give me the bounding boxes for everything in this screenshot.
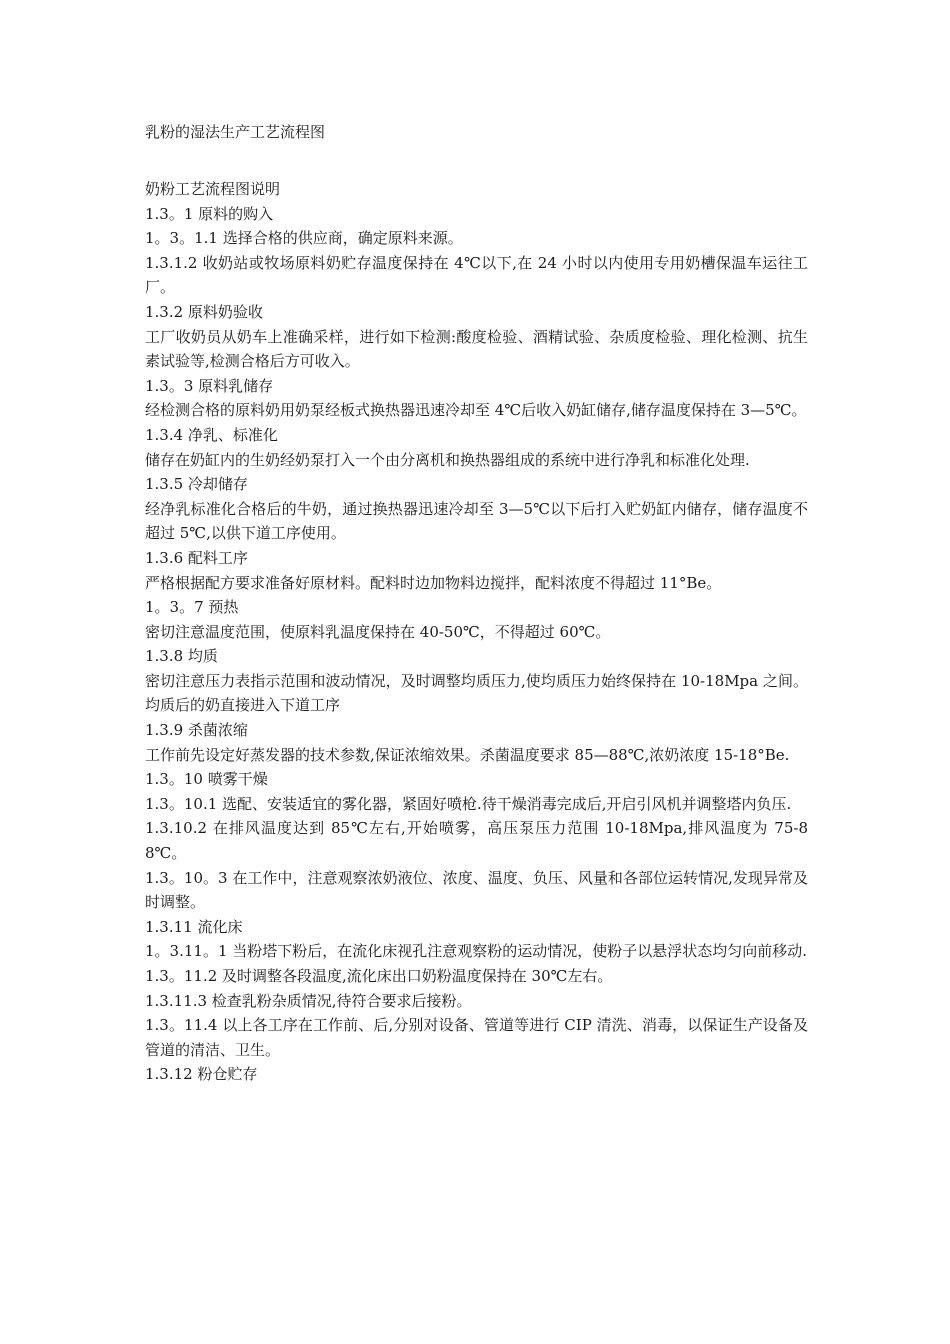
document-paragraph: 严格根据配方要求准备好原材料。配料时边加物料边搅拌，配料浓度不得超过 11°Be。 [145, 573, 722, 592]
document-paragraph: 1.3.10.2 在排风温度达到 85℃左右,开始喷雾，高压泵压力范围 10-18Mpa,排风温度为 75-88℃。 [145, 819, 808, 863]
document-paragraph: 1.3。10 喷雾干燥 [145, 770, 268, 789]
document-paragraph: 1.3.11 流化床 [145, 917, 243, 936]
document-paragraph: 1.3。10。3 在工作中，注意观察浓奶液位、浓度、温度、负压、风量和各部位运转情况,发现异常及时调整。 [145, 868, 808, 912]
title-spacer [145, 144, 808, 177]
document-paragraph: 1.3.12 粉仓贮存 [145, 1065, 258, 1084]
document-paragraph: 工厂收奶员从奶车上准确采样，进行如下检测:酸度检验、酒精试验、杂质度检验、理化检测、抗生素试验等,检测合格后方可收入。 [145, 327, 808, 371]
document-content [145, 177, 808, 1087]
document-paragraph: 1.3.8 均质 [145, 647, 218, 666]
document-paragraph: 1.3.11.3 检查乳粉杂质情况,待符合要求后接粉。 [145, 991, 472, 1010]
document-paragraph: 1.3。3 原料乳储存 [145, 376, 274, 395]
document-paragraph: 1.3.1.2 收奶站或牧场原料奶贮存温度保持在 4℃以下,在 24 小时以内使用专用奶槽保温车运往工厂。 [145, 253, 808, 297]
document-paragraph: 1.3.2 原料奶验收 [145, 302, 263, 321]
document-paragraph: 经净乳标准化合格后的牛奶，通过换热器迅速冷却至 3—5℃以下后打入贮奶缸内储存，储存温度不超过 5℃,以供下道工序使用。 [145, 499, 808, 543]
document-paragraph: 1。3。1.1 选择合格的供应商，确定原料来源。 [145, 229, 463, 248]
document-title: 乳粉的湿法生产工艺流程图 [145, 123, 326, 141]
document-paragraph: 1.3.6 配料工序 [145, 548, 248, 567]
document-paragraph: 1.3。11.4 以上各工序在工作前、后,分别对设备、管道等进行 CIP 清洗、消毒，以保证生产设备及管道的清洁、卫生。 [145, 1016, 808, 1059]
document-paragraph: 密切注意温度范围，使原料乳温度保持在 40-50℃，不得超过 60℃。 [145, 622, 611, 641]
document-paragraph: 1.3.5 冷却储存 [145, 475, 248, 494]
document-paragraph: 1。3.11。1 当粉塔下粉后，在流化床视孔注意观察粉的运动情况，使粉子以悬浮状态均匀向前移动. [145, 942, 808, 961]
document-paragraph: 工作前先设定好蒸发器的技术参数,保证浓缩效果。杀菌温度要求 85—88℃,浓奶浓度 15-18°Be. [145, 745, 790, 764]
document-paragraph: 储存在奶缸内的生奶经奶泵打入一个由分离机和换热器组成的系统中进行净乳和标准化处理. [145, 450, 750, 469]
document-paragraph: 1.3.9 杀菌浓缩 [145, 721, 248, 740]
document-paragraph: 1.3。11.2 及时调整各段温度,流化床出口奶粉温度保持在 30℃左右。 [145, 967, 613, 985]
document-paragraph: 密切注意压力表指示范围和波动情况，及时调整均质压力,使均质压力始终保持在 10-18Mpa 之间。均质后的奶直接进入下道工序 [145, 671, 808, 715]
document-paragraph: 经检测合格的原料奶用奶泵经板式换热器迅速冷却至 4℃后收入奶缸储存,储存温度保持在 3—5℃。 [145, 401, 807, 420]
document-paragraph: 奶粉工艺流程图说明 [145, 180, 281, 198]
document-paragraph: 1.3。10.1 选配、安装适宜的雾化器，紧固好喷枪.待干燥消毒完成后,开启引风机并调整塔内负压. [145, 794, 792, 813]
document-body [145, 120, 808, 1087]
document-paragraph: 1。3。7 预热 [145, 598, 239, 617]
document-paragraph: 1.3。1 原料的购入 [145, 204, 274, 223]
document-paragraph: 1.3.4 净乳、标准化 [145, 425, 278, 444]
